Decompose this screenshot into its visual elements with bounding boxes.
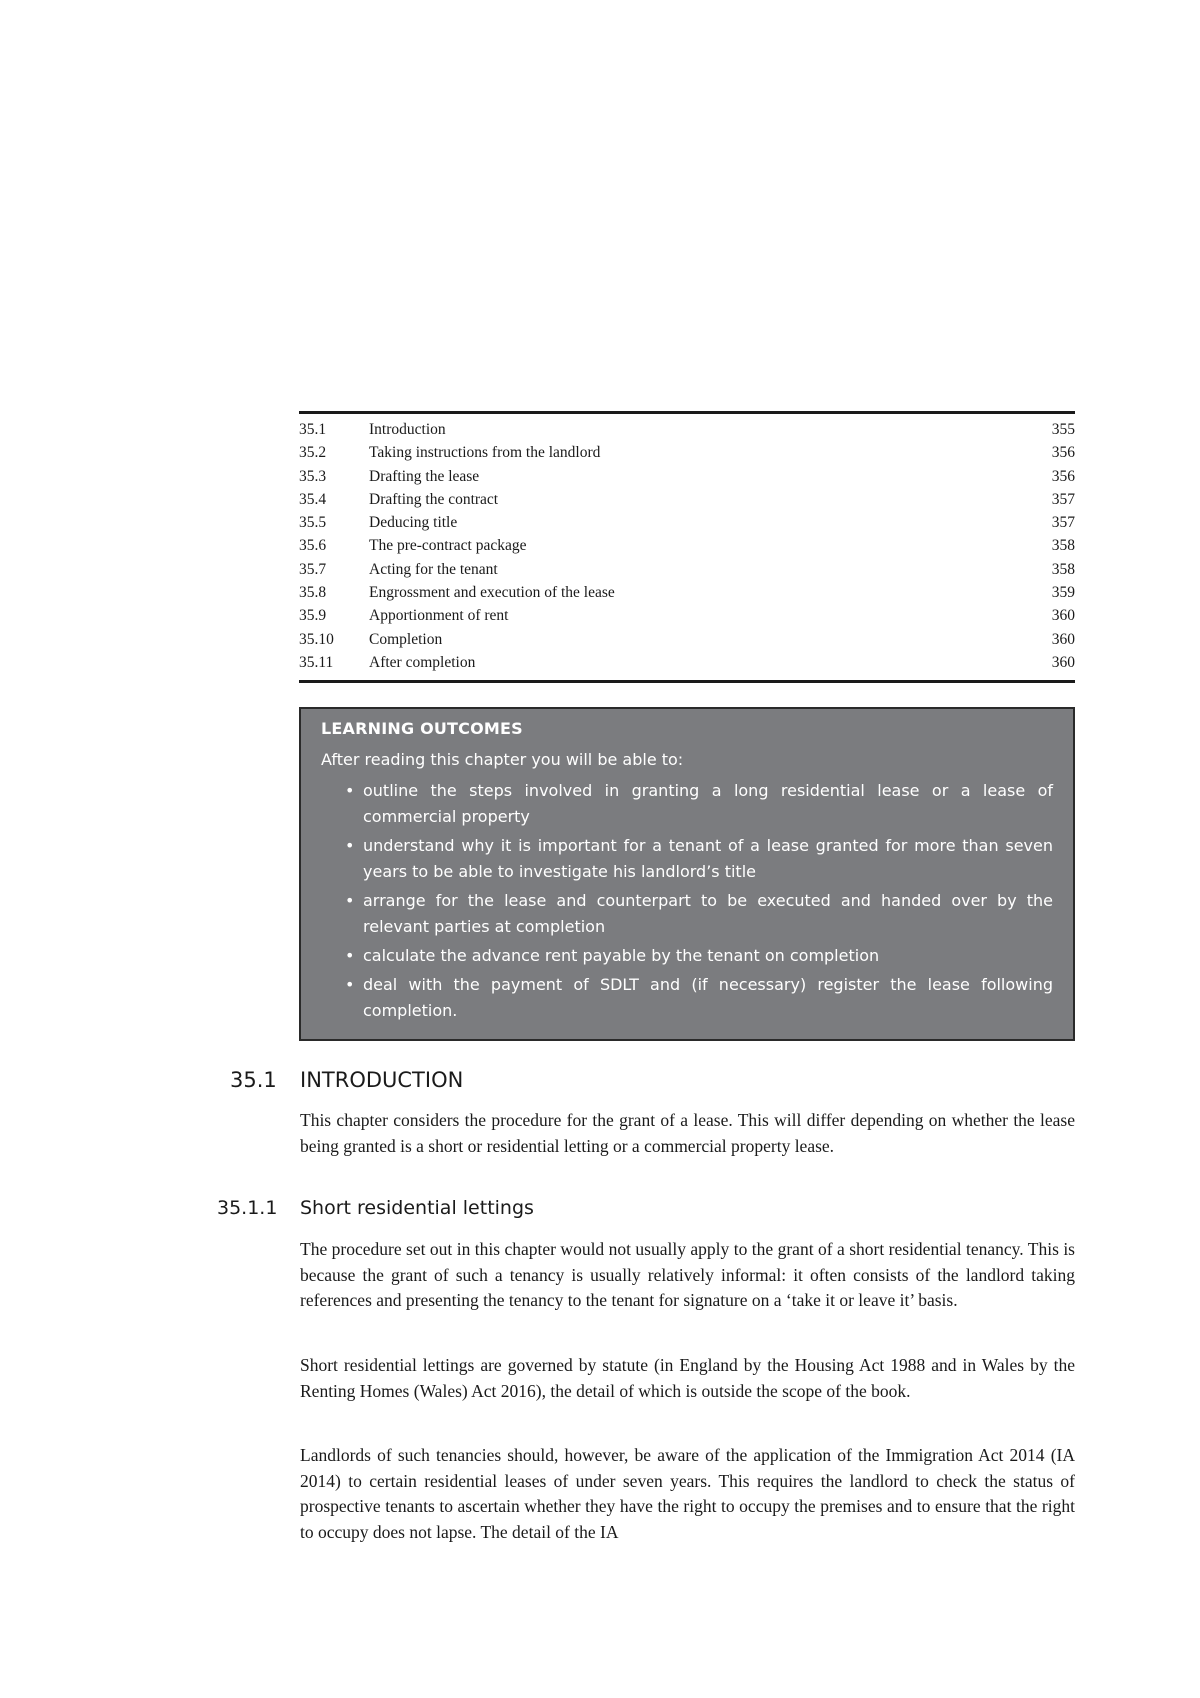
toc-title: Taking instructions from the landlord [369,444,601,462]
toc-page: 357 [1051,490,1075,508]
toc-row [299,534,1075,557]
toc-page: 360 [1051,607,1075,625]
learning-outcomes-box [299,707,1075,1041]
toc-number: 35.4 [299,490,327,508]
toc-title: Apportionment of rent [369,607,509,625]
toc-row [299,511,1075,534]
toc-number: 35.2 [299,444,327,462]
toc-row [299,465,1075,488]
toc-page: 358 [1051,560,1075,578]
toc-title: Deducing title [369,514,458,532]
toc-row [299,418,1075,441]
bullet-icon: • [345,946,355,965]
chapter-contents [299,411,1075,683]
list-item [345,833,1053,885]
toc-title: Introduction [369,421,446,438]
bullet-icon: • [345,781,355,800]
toc-page: 355 [1051,421,1075,438]
toc-page: 357 [1051,514,1075,532]
learning-outcomes-intro: After reading this chapter you will be able to: [321,750,684,769]
section-title: INTRODUCTION [300,1068,464,1092]
toc-row [299,581,1075,604]
list-item-text: arrange for the lease and counterpart to be executed and handed over by the relevant parties at completion [363,891,1053,936]
toc-number: 35.11 [299,653,334,671]
toc-title: The pre-contract package [369,537,527,555]
toc-row [299,651,1075,674]
list-item-text: outline the steps involved in granting a long residential lease or a lease of commercial property [363,781,1053,826]
learning-outcomes-title: LEARNING OUTCOMES [321,719,523,738]
section-number: 35.1 [230,1068,277,1092]
list-item [345,778,1053,830]
list-item [345,972,1053,1024]
toc-number: 35.1 [299,421,327,438]
toc-number: 35.9 [299,607,327,625]
toc-row [299,558,1075,581]
toc-number: 35.8 [299,584,327,602]
bullet-icon: • [345,836,355,855]
toc-title: Drafting the lease [369,467,480,485]
body-paragraph: Landlords of such tenancies should, however, be aware of the application of the Immigration Act 2014 (IA 2014) to certain residential leases of under seven years. This requires the landlord to check the status of prospective tenants to ascertain whether they have the right to occupy the premises and to ensure that the right to occupy does not lapse. The detail of the IA [300,1445,1075,1542]
list-item-text: deal with the payment of SDLT and (if necessary) register the lease following completion. [363,975,1053,1020]
section-heading [230,1068,463,1092]
toc-number: 35.5 [299,514,327,532]
toc-page: 358 [1051,537,1075,555]
toc-page: 360 [1051,630,1075,648]
toc-title: Engrossment and execution of the lease [369,584,615,602]
learning-outcomes-list [321,778,1053,1024]
list-item [345,888,1053,940]
body-paragraph: The procedure set out in this chapter would not usually apply to the grant of a short residential tenancy. This is because the grant of such a tenancy is usually relatively informal: it often consists of the landlord taking references and presenting the tenancy to the tenant for signature on a ‘take it or leave it’ basis. [300,1239,1075,1310]
toc-title: After completion [369,653,476,671]
toc-row [299,441,1075,464]
toc-page: 359 [1051,584,1075,602]
toc-title: Drafting the contract [369,490,499,508]
toc-number: 35.10 [299,630,334,648]
toc-page: 360 [1051,653,1075,671]
list-item-text: calculate the advance rent payable by the tenant on completion [363,946,880,965]
toc-number: 35.6 [299,537,327,555]
toc-number: 35.3 [299,467,327,485]
toc-page: 356 [1051,444,1075,462]
bullet-icon: • [345,891,355,910]
toc-row [299,604,1075,627]
subsection-number: 35.1.1 [217,1197,278,1219]
body-paragraph: Short residential lettings are governed by statute (in England by the Housing Act 1988 and in Wales by the Renting Homes (Wales) Act 2016), the detail of which is outside the scope of the book. [300,1355,1075,1401]
toc-title: Acting for the tenant [369,560,498,578]
subsection-title: Short residential lettings [300,1197,534,1219]
toc-row [299,628,1075,651]
list-item-text: understand why it is important for a tenant of a lease granted for more than seven years to be able to investigate his landlord’s title [363,836,1053,881]
bullet-icon: • [345,975,355,994]
subsection-heading [217,1197,534,1219]
toc-page: 356 [1051,467,1075,485]
toc-number: 35.7 [299,560,327,578]
toc-row [299,488,1075,511]
list-item [345,943,1053,969]
body-paragraph: This chapter considers the procedure for the grant of a lease. This will differ depending on whether the lease being granted is a short or residential letting or a commercial property lease. [300,1110,1075,1156]
toc-title: Completion [369,630,443,648]
